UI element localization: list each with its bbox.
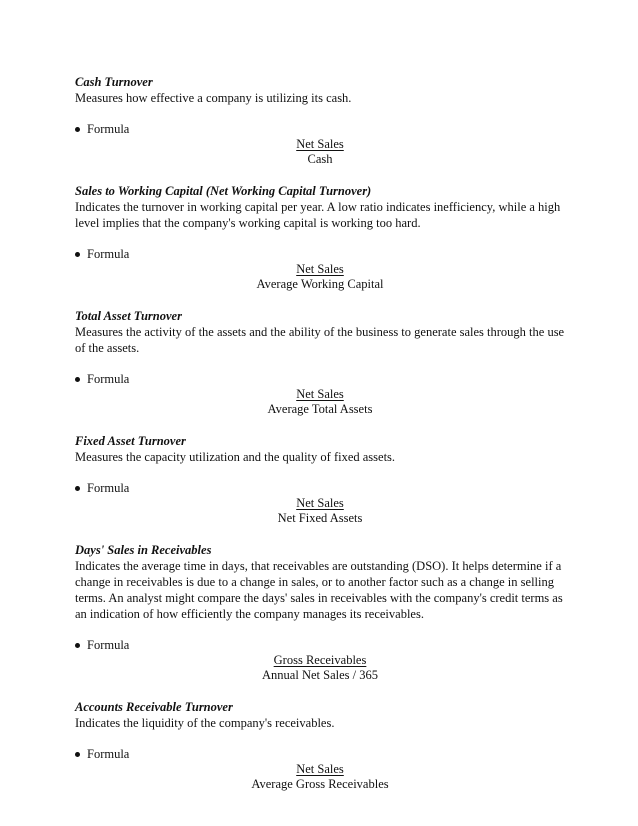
formula-numerator: Net Sales	[296, 496, 344, 510]
section-cash-turnover	[75, 74, 565, 183]
formula-bullet	[75, 638, 565, 652]
section-sales-to-working-capital	[75, 183, 565, 308]
formula-denominator: Average Gross Receivables	[251, 777, 389, 791]
section-title: Total Asset Turnover	[75, 309, 182, 323]
bullet-icon	[75, 377, 80, 382]
section-title: Fixed Asset Turnover	[75, 434, 186, 448]
section-description: Measures the activity of the assets and the ability of the business to generate sales through the use of the assets.	[75, 325, 565, 355]
formula-denominator: Net Fixed Assets	[277, 511, 363, 525]
section-title: Sales to Working Capital (Net Working Capital Turnover)	[75, 184, 372, 198]
formula-fraction	[75, 652, 565, 683]
spacer	[75, 292, 565, 308]
section-title: Cash Turnover	[75, 75, 153, 89]
formula-denominator: Cash	[307, 152, 333, 166]
section-fixed-asset-turnover	[75, 433, 565, 542]
section-description: Indicates the average time in days, that receivables are outstanding (DSO). It helps determine if a change in receivables is due to a change in sales, or to another factor such as a change in selling terms. An analyst might compare the days' sales in receivables with the company's credit terms as an indication of how efficiently the company manages its receivables.	[75, 559, 563, 621]
formula-fraction	[75, 136, 565, 167]
formula-label: Formula	[87, 747, 130, 761]
formula-label: Formula	[87, 247, 130, 261]
formula-numerator: Net Sales	[296, 762, 344, 776]
formula-denominator: Average Working Capital	[256, 277, 384, 291]
document-page	[75, 74, 565, 792]
formula-denominator: Annual Net Sales / 365	[262, 668, 378, 682]
formula-bullet	[75, 372, 565, 386]
formula-bullet	[75, 122, 565, 136]
formula-fraction	[75, 261, 565, 292]
bullet-icon	[75, 486, 80, 491]
bullet-icon	[75, 752, 80, 757]
section-accounts-receivable-turnover	[75, 699, 565, 792]
section-description: Indicates the liquidity of the company's receivables.	[75, 716, 335, 730]
spacer	[75, 106, 565, 122]
formula-fraction	[75, 386, 565, 417]
formula-label: Formula	[87, 372, 130, 386]
formula-fraction	[75, 761, 565, 792]
formula-bullet	[75, 747, 565, 761]
section-title: Days' Sales in Receivables	[75, 543, 212, 557]
spacer	[75, 622, 565, 638]
spacer	[75, 526, 565, 542]
formula-numerator: Net Sales	[296, 387, 344, 401]
section-description: Indicates the turnover in working capital per year. A low ratio indicates inefficiency, while a high level implies that the company's working capital is working too hard.	[75, 200, 561, 230]
spacer	[75, 465, 565, 481]
formula-numerator: Net Sales	[296, 262, 344, 276]
bullet-icon	[75, 643, 80, 648]
formula-label: Formula	[87, 122, 130, 136]
spacer	[75, 731, 565, 747]
formula-bullet	[75, 481, 565, 495]
bullet-icon	[75, 127, 80, 132]
formula-label: Formula	[87, 638, 130, 652]
spacer	[75, 231, 565, 247]
formula-numerator: Net Sales	[296, 137, 344, 151]
section-title: Accounts Receivable Turnover	[75, 700, 233, 714]
spacer	[75, 167, 565, 183]
section-description: Measures how effective a company is utilizing its cash.	[75, 91, 352, 105]
section-total-asset-turnover	[75, 308, 565, 433]
spacer	[75, 417, 565, 433]
formula-bullet	[75, 247, 565, 261]
section-description: Measures the capacity utilization and the quality of fixed assets.	[75, 450, 396, 464]
section-days-sales-in-receivables	[75, 542, 565, 699]
formula-label: Formula	[87, 481, 130, 495]
spacer	[75, 683, 565, 699]
formula-denominator: Average Total Assets	[267, 402, 373, 416]
formula-numerator: Gross Receivables	[273, 653, 367, 667]
formula-fraction	[75, 495, 565, 526]
bullet-icon	[75, 252, 80, 257]
spacer	[75, 356, 565, 372]
